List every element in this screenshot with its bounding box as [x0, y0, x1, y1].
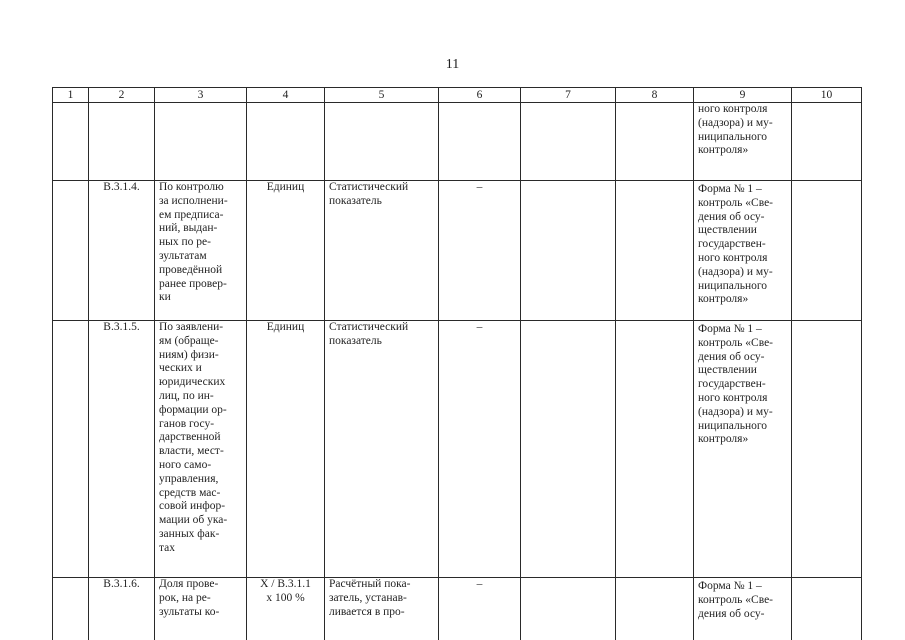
header-col-5: 5 [325, 88, 439, 103]
cell-code: В.3.1.6. [89, 578, 155, 640]
header-col-2: 2 [89, 88, 155, 103]
cell [616, 321, 694, 578]
cell [521, 578, 616, 640]
header-col-3: 3 [155, 88, 247, 103]
cell [616, 181, 694, 321]
cell-source: Форма № 1 – контроль «Све- дения об осу- ществлении государствен- ного контроля (надзора) и му- ниципального контроля» [694, 321, 792, 578]
indicators-table [52, 87, 862, 640]
cell [439, 103, 521, 181]
header-col-8: 8 [616, 88, 694, 103]
cell [53, 181, 89, 321]
header-col-10: 10 [792, 88, 862, 103]
cell [616, 103, 694, 181]
page-number: 11 [445, 57, 460, 72]
header-col-1: 1 [53, 88, 89, 103]
cell-method: Статистический показатель [325, 181, 439, 321]
cell [53, 578, 89, 640]
cell-unit: Единиц [247, 321, 325, 578]
cell-col6: – [439, 321, 521, 578]
cell [53, 103, 89, 181]
cell [616, 578, 694, 640]
cell [325, 103, 439, 181]
cell-name: По контролю за исполнени- ем предписа- ний, выдан- ных по ре- зультатам проведённой ранее провер- ки [155, 181, 247, 321]
cell [792, 578, 862, 640]
table-row [53, 578, 862, 640]
cell-code: В.3.1.5. [89, 321, 155, 578]
cell-method: Статистический показатель [325, 321, 439, 578]
cell [521, 181, 616, 321]
cell [53, 321, 89, 578]
header-col-7: 7 [521, 88, 616, 103]
cell-unit: Единиц [247, 181, 325, 321]
cell-name: По заявлени- ям (обраще- ниям) физи- ческих и юридических лиц, по ин- формации ор- ганов госу- дарственной власти, мест- ного само- управления, средств мас- совой инфор- мации об ука- занных фак- тах [155, 321, 247, 578]
cell-source: Форма № 1 – контроль «Све- дения об осу- [694, 578, 792, 640]
cell-col6: – [439, 181, 521, 321]
table-row [53, 321, 862, 578]
header-col-9: 9 [694, 88, 792, 103]
cell [89, 103, 155, 181]
header-col-4: 4 [247, 88, 325, 103]
header-row [53, 88, 862, 103]
table-row-continuation [53, 103, 862, 181]
cell-code: В.3.1.4. [89, 181, 155, 321]
cell [247, 103, 325, 181]
cell-col6: – [439, 578, 521, 640]
cell [792, 103, 862, 181]
cell-unit: X / В.3.1.1 х 100 % [247, 578, 325, 640]
cell-source-continuation: ного контроля (надзора) и му- ниципального контроля» [694, 103, 792, 181]
cell [155, 103, 247, 181]
cell-source: Форма № 1 – контроль «Све- дения об осу- ществлении государствен- ного контроля (надзора) и му- ниципального контроля» [694, 181, 792, 321]
cell-name: Доля прове- рок, на ре- зультаты ко- [155, 578, 247, 640]
header-col-6: 6 [439, 88, 521, 103]
cell [792, 181, 862, 321]
cell [792, 321, 862, 578]
cell [521, 103, 616, 181]
cell-method: Расчётный пока- затель, устанав- ливается в про- [325, 578, 439, 640]
cell [521, 321, 616, 578]
table-row [53, 181, 862, 321]
